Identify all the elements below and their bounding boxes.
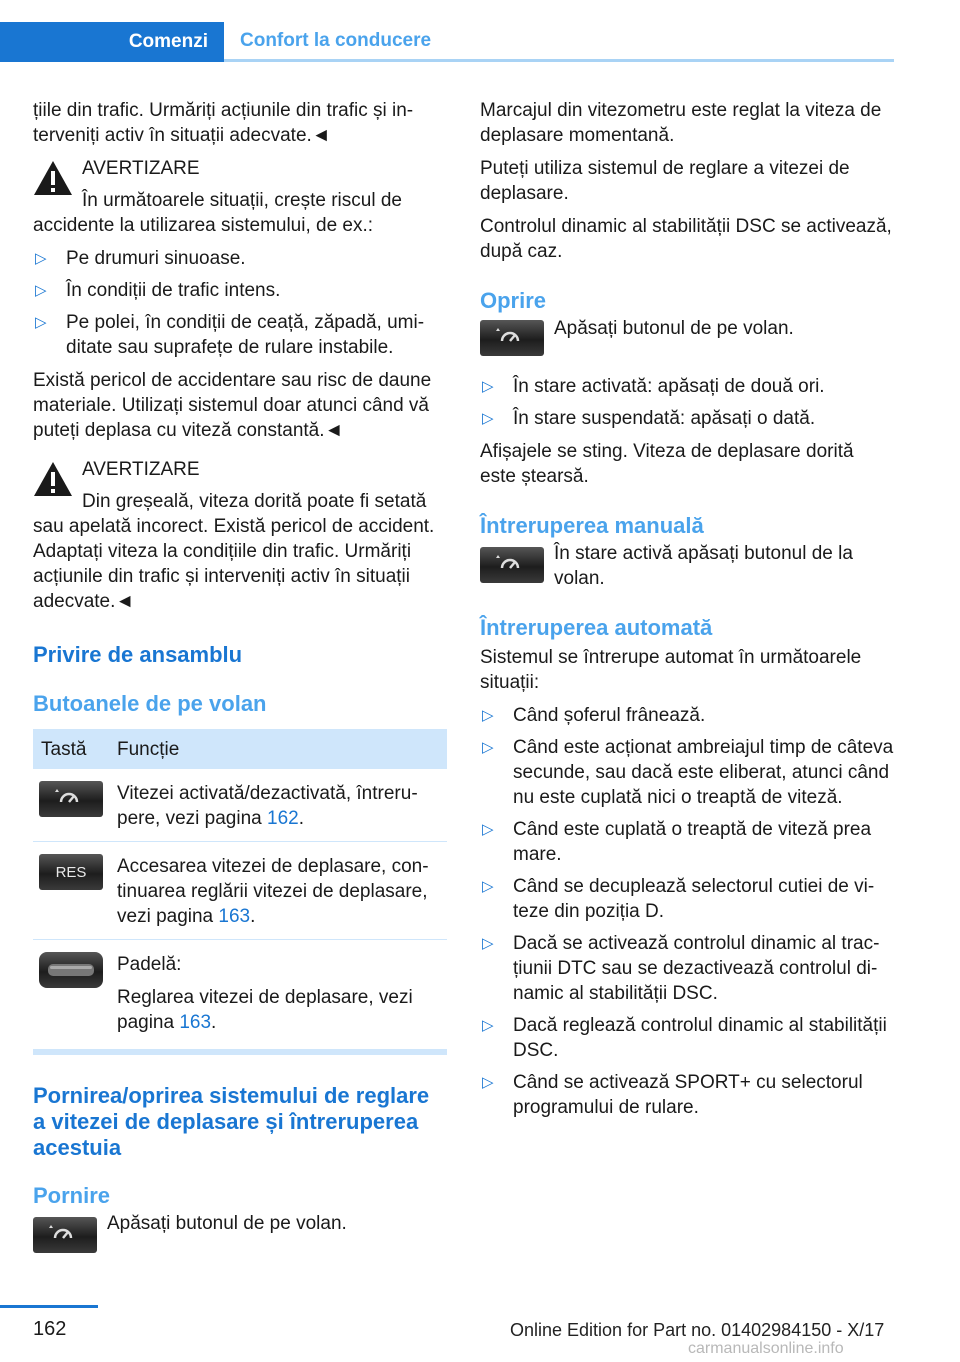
list-item: ▷ În condiții de trafic intens. <box>35 280 281 301</box>
triangle-right-icon: ▷ <box>35 282 47 299</box>
triangle-right-icon: ▷ <box>482 1017 494 1034</box>
function-title: Padelă: <box>117 954 182 975</box>
paragraph: Puteți utiliza sistemul de reglare a vitezei de deplasare. <box>480 158 850 204</box>
heading-oprire: Oprire <box>480 288 547 313</box>
triangle-right-icon: ▷ <box>482 707 494 724</box>
cruise-control-button-icon <box>39 781 103 817</box>
page-link[interactable]: 163 <box>218 906 251 927</box>
paragraph: Marcajul din vitezometru este reglat la viteza de deplasare momentană. <box>480 100 882 146</box>
paragraph: Controlul dinamic al stabilității DSC se activează, după caz. <box>480 216 892 262</box>
function-text: Reglarea vitezei de deplasare, vezi pagina <box>117 987 413 1033</box>
oprire-text: Apăsați butonul de pe volan. <box>554 318 794 339</box>
list-item: ▷ Când este acționat ambreiajul timp de câteva secunde, sau dacă este eliberat, atunci când nu este cuplată nici o treaptă de viteză. <box>482 737 894 808</box>
warning-block-1 <box>33 156 447 238</box>
table-row: RES Accesarea vitezei de deplasare, continuarea reglării vitezei de deplasare, vezi pagina 163. <box>33 842 447 940</box>
paragraph: Afișajele se sting. Viteza de deplasare dorită este ștearsă. <box>480 441 854 487</box>
warning-text: Din greșeală, viteza dorită poate fi setată sau apelată incorect. Există pericol de accident. Adaptați viteza la condițiile din trafic. Urmăriți acțiunile din trafic și interveniți activ în situații adecvate.◄ <box>33 491 435 612</box>
res-button-icon: RES <box>39 854 103 890</box>
table-row: Vitezei activată/dezactivată, întrerupere, vezi pagina 162. <box>33 769 447 842</box>
buttons-table <box>33 729 447 1045</box>
warning-bullet-list <box>33 246 447 360</box>
list-item: ▷ Dacă se activează controlul dinamic al tracțiunii DTC sau se dezactivează controlul dinamic al stabilității DSC. <box>482 933 880 1004</box>
list-item: ▷ În stare activată: apăsați de două ori. <box>482 376 825 397</box>
table-row: Padelă: Reglarea vitezei de deplasare, vezi pagina 163. <box>33 940 447 1046</box>
pornire-text: Apăsați butonul de pe volan. <box>107 1213 347 1234</box>
triangle-right-icon: ▷ <box>482 410 494 427</box>
function-text: Accesarea vitezei de deplasare, continuarea reglării vitezei de deplasare, vezi pagina <box>117 856 429 927</box>
intro-text: țiile din trafic. Urmăriți acțiunile din trafic și interveniți activ în situații adecvate.◄ <box>33 100 414 146</box>
paragraph: Sistemul se întrerupe automat în următoarele situații: <box>480 647 862 693</box>
heading-overview: Privire de ansamblu <box>33 642 243 667</box>
triangle-right-icon: ▷ <box>482 821 494 838</box>
triangle-right-icon: ▷ <box>482 935 494 952</box>
manual-row <box>480 541 894 591</box>
heading-start-stop: Pornirea/oprirea sistemului de reglare a vitezei de deplasare și întreruperea acestuia <box>33 1083 430 1160</box>
triangle-right-icon: ▷ <box>482 1074 494 1091</box>
function-text: Vitezei activată/dezactivată, întrerupere, vezi pagina <box>117 783 418 829</box>
left-column <box>33 98 447 1261</box>
list-item: ▷ Când se decuplează selectorul cutiei de viteze din poziția D. <box>482 876 875 922</box>
list-item: ▷ În stare suspendată: apăsați o dată. <box>482 408 816 429</box>
warning-text: În următoarele situații, crește riscul de accidente la utilizarea sistemului, de ex.: <box>33 190 402 236</box>
pornire-row <box>33 1211 447 1251</box>
column-header-key: Tastă <box>33 729 109 769</box>
list-item: ▷ Când șoferul frânează. <box>482 705 706 726</box>
tab-comenzi[interactable]: Comenzi <box>0 22 224 62</box>
heading-steering-buttons: Butoanele de pe volan <box>33 691 267 716</box>
warning-after-text: Există pericol de accidentare sau risc de daune materiale. Utilizați sistemul doar atunci când vă puteți deplasa cu viteză constantă.◄ <box>33 370 432 441</box>
warning-triangle-icon <box>33 461 73 497</box>
page-header <box>0 0 960 62</box>
triangle-right-icon: ▷ <box>482 878 494 895</box>
page-link[interactable]: 163 <box>179 1012 212 1033</box>
oprire-bullet-list <box>480 374 894 431</box>
page-number: 162 <box>33 1318 67 1340</box>
table-bottom-rule <box>33 1049 447 1055</box>
list-item: ▷ Pe polei, în condiții de ceață, zăpadă, umiditate sau suprafețe de rulare instabile. <box>35 312 425 358</box>
warning-triangle-icon <box>33 160 73 196</box>
warning-block-2 <box>33 457 447 614</box>
footer-rule <box>0 1305 98 1308</box>
list-item: ▷ Pe drumuri sinuoase. <box>35 248 246 269</box>
auto-bullet-list <box>480 703 894 1120</box>
triangle-right-icon: ▷ <box>35 314 47 331</box>
heading-manual-interrupt: Întreruperea manuală <box>480 513 704 538</box>
paddle-icon <box>39 952 103 988</box>
warning-title: AVERTIZARE <box>82 459 200 480</box>
warning-title: AVERTIZARE <box>82 158 200 179</box>
manual-text: În stare activă apăsați butonul de la volan. <box>554 543 853 589</box>
list-item: ▷ Dacă reglează controlul dinamic al stabilității DSC. <box>482 1015 887 1061</box>
cruise-control-button-icon <box>33 1217 97 1253</box>
heading-auto-interrupt: Întreruperea automată <box>480 615 713 640</box>
page-link[interactable]: 162 <box>267 808 299 829</box>
triangle-right-icon: ▷ <box>482 378 494 395</box>
tab-confort-la-conducere[interactable]: Confort la conducere <box>224 22 894 62</box>
table-header-row <box>33 729 447 769</box>
list-item: ▷ Când este cuplată o treaptă de viteză prea mare. <box>482 819 872 865</box>
column-header-function: Funcție <box>109 729 447 769</box>
oprire-row <box>480 316 894 356</box>
list-item: ▷ Când se activează SPORT+ cu selectorul programului de rulare. <box>482 1072 863 1118</box>
edition-text: Online Edition for Part no. 01402984150 - X/17 <box>510 1320 885 1340</box>
cruise-control-button-icon <box>480 547 544 583</box>
right-column <box>480 98 894 1128</box>
triangle-right-icon: ▷ <box>35 250 47 267</box>
watermark: carmanualsonline.info <box>688 1340 844 1357</box>
heading-pornire: Pornire <box>33 1183 111 1208</box>
cruise-control-button-icon <box>480 320 544 356</box>
triangle-right-icon: ▷ <box>482 739 494 756</box>
